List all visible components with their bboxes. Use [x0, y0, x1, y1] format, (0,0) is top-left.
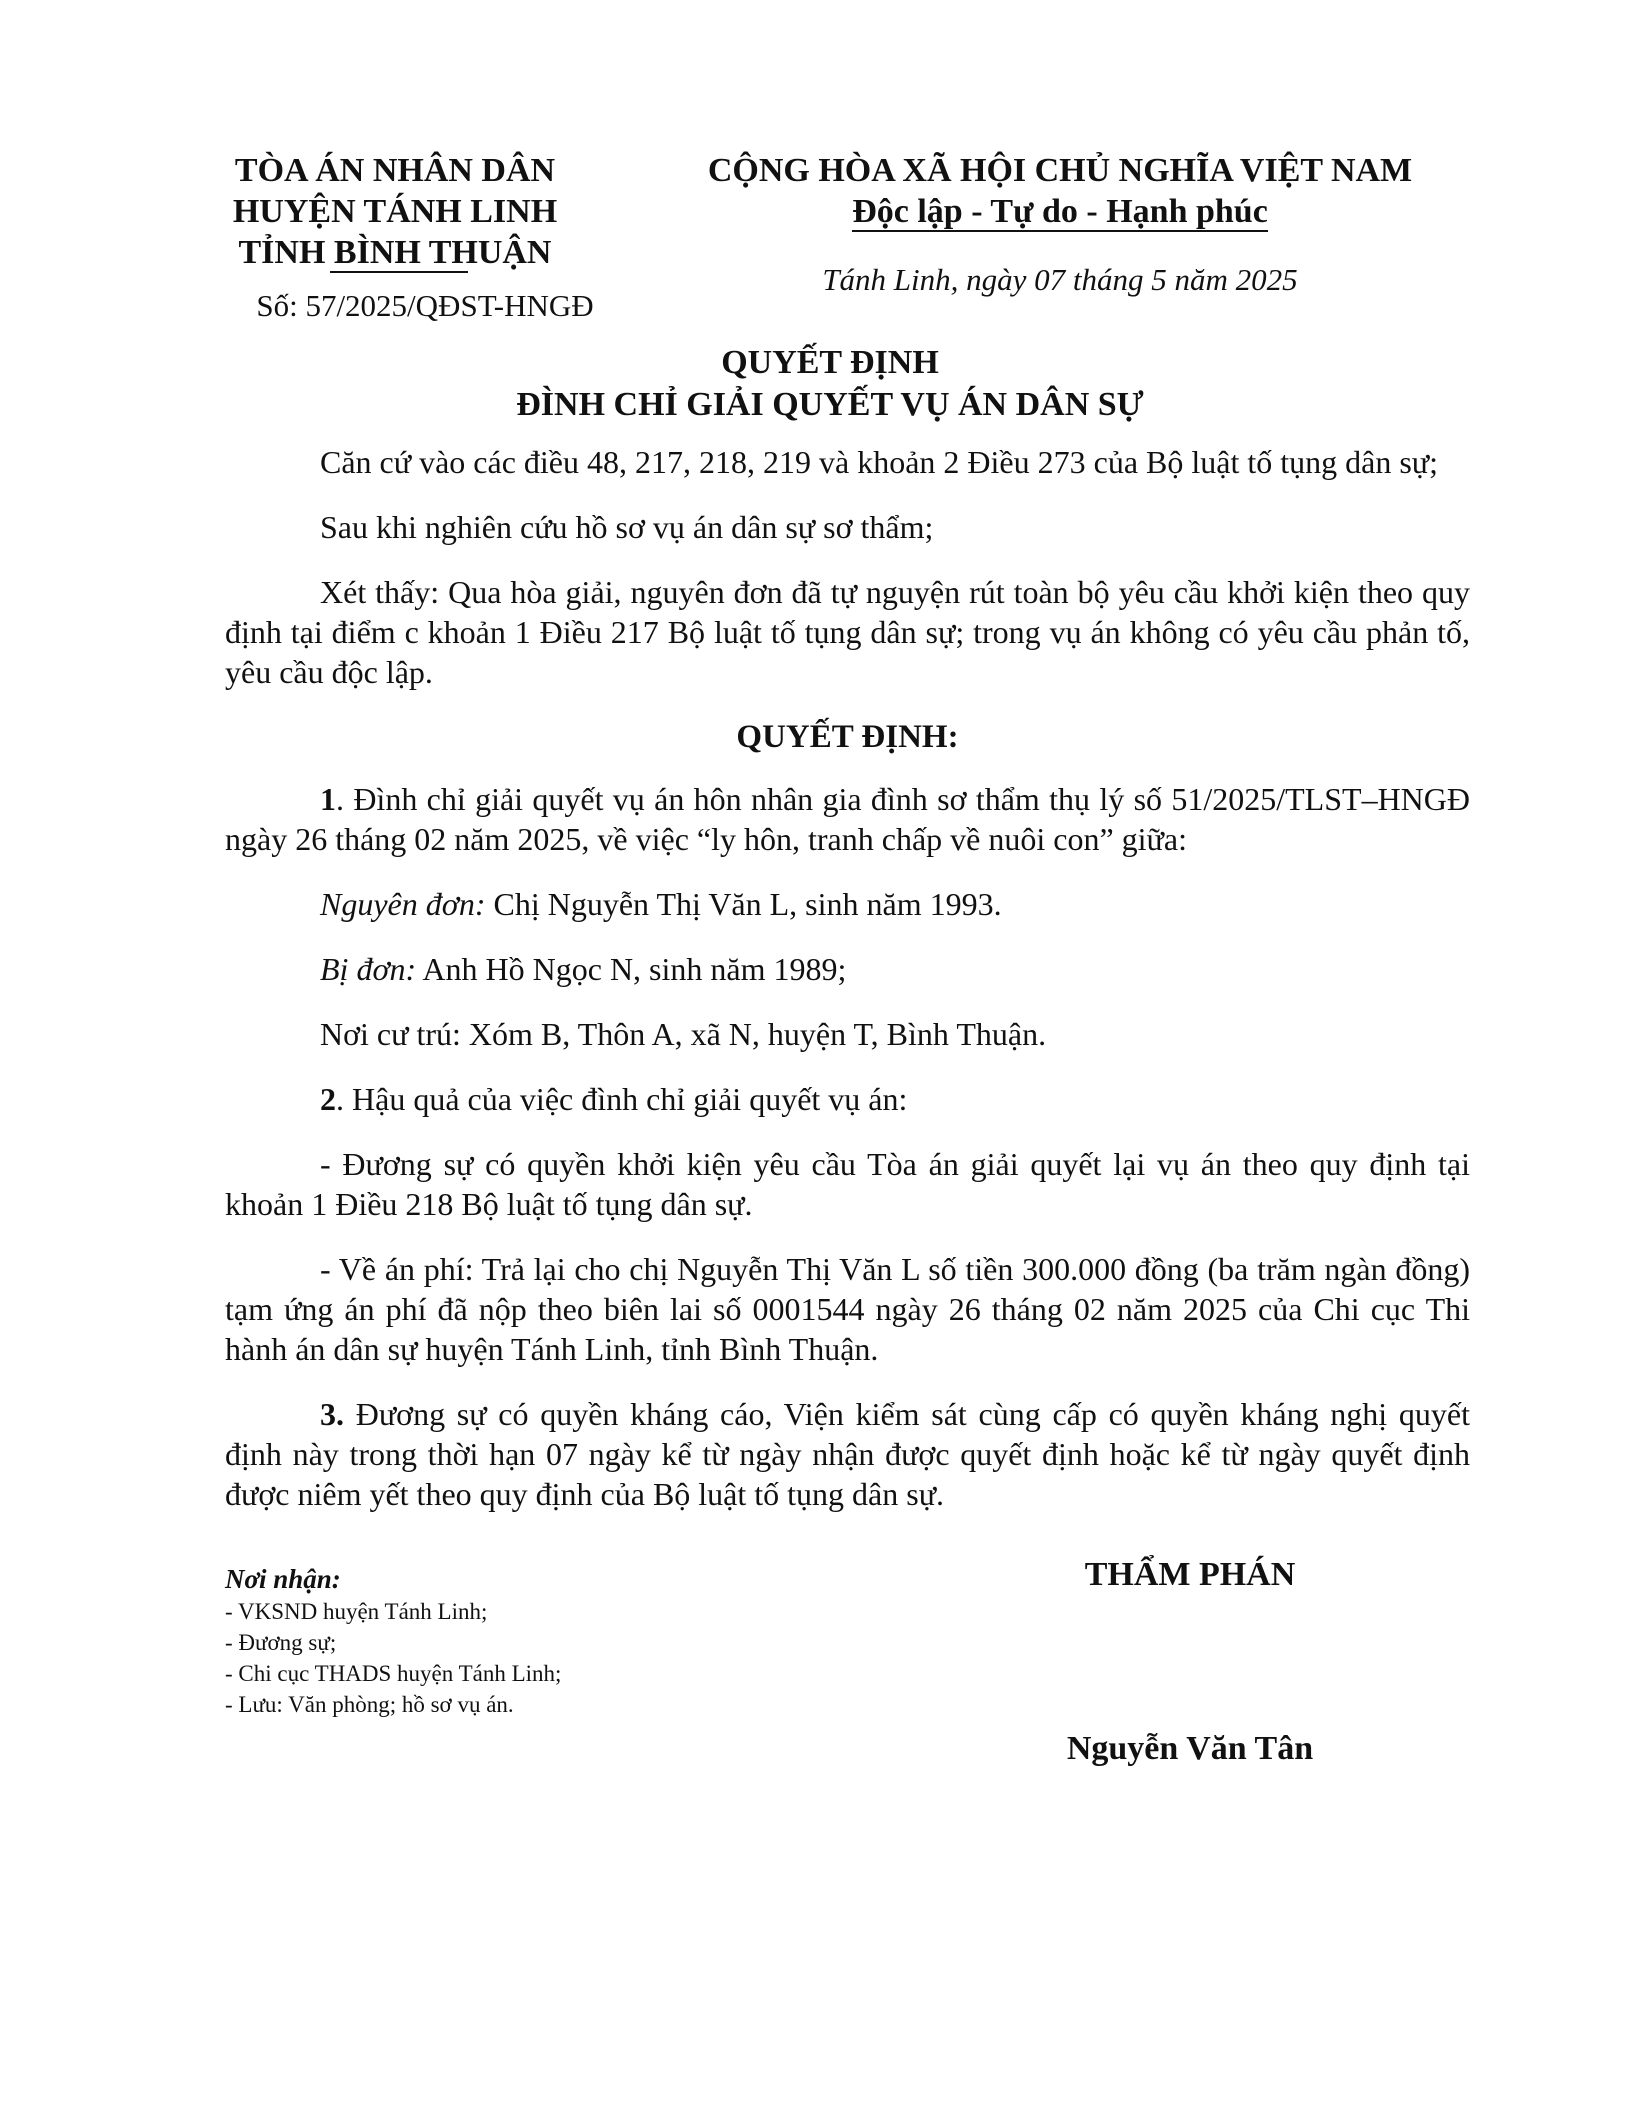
- plaintiff-line: [225, 884, 1470, 924]
- signer-name: Nguyễn Văn Tân: [1066, 1730, 1314, 1767]
- item-2-point-a: - Đương sự có quyền khởi kiện yêu cầu Tòa án giải quyết lại vụ án theo quy định tại khoản 1 Điều 218 Bộ luật tố tụng dân sự.: [225, 1146, 1470, 1222]
- item-2-text: . Hậu quả của việc đình chỉ giải quyết vụ án:: [336, 1081, 908, 1117]
- document-title: [200, 342, 1460, 426]
- item-2-number: 2: [320, 1081, 336, 1117]
- decision-number: Số: 57/2025/QĐST-HNGĐ: [256, 288, 594, 323]
- item-3-number: 3.: [320, 1396, 344, 1432]
- place-date: Tánh Linh, ngày 07 tháng 5 năm 2025: [822, 262, 1298, 297]
- title-line-1: QUYẾT ĐỊNH: [721, 344, 939, 381]
- basis-paragraph-3: Xét thấy: Qua hòa giải, nguyên đơn đã tự nguyện rút toàn bộ yêu cầu khởi kiện theo quy định tại điểm c khoản 1 Điều 217 Bộ luật tố tụng dân sự; trong vụ án không có yêu cầu phản tố, yêu cầu độc lập.: [225, 574, 1470, 690]
- item-1-text: . Đình chỉ giải quyết vụ án hôn nhân gia đình sơ thẩm thụ lý số 51/2025/TLST–HNGĐ ngày 26 tháng 02 năm 2025, về việc “ly hôn, tranh chấp về nuôi con” giữa:: [225, 781, 1470, 857]
- defendant-value: Anh Hồ Ngọc N, sinh năm 1989;: [416, 951, 847, 987]
- recipient-item: - Chi cục THADS huyện Tánh Linh;: [225, 1661, 562, 1686]
- court-name-line-3: TỈNH BÌNH THUẬN: [238, 234, 552, 271]
- document-body: [225, 442, 1470, 1539]
- republic-name: CỘNG HÒA XÃ HỘI CHỦ NGHĨA VIỆT NAM: [707, 152, 1413, 189]
- court-name-underline: [330, 271, 468, 273]
- recipients-heading: Nơi nhận:: [225, 1564, 341, 1594]
- recipients-block: [225, 1562, 785, 1720]
- title-line-2: ĐÌNH CHỈ GIẢI QUYẾT VỤ ÁN DÂN SỰ: [516, 386, 1144, 423]
- national-header: [690, 150, 1430, 232]
- defendant-label: Bị đơn:: [320, 951, 417, 987]
- item-1-number: 1: [320, 781, 336, 817]
- court-name-block: [200, 150, 590, 273]
- plaintiff-label: Nguyên đơn:: [320, 886, 486, 922]
- defendant-line: [225, 949, 1470, 989]
- item-2-point-b: - Về án phí: Trả lại cho chị Nguyễn Thị Văn L số tiền 300.000 đồng (ba trăm ngàn đồng) tạm ứng án phí đã nộp theo biên lai số 0001544 ngày 26 tháng 02 năm 2025 của Chi cục Thi hành án dân sự huyện Tánh Linh, tỉnh Bình Thuận.: [225, 1251, 1470, 1367]
- court-name-line-1: TÒA ÁN NHÂN DÂN: [234, 152, 556, 189]
- decision-item-1: [225, 779, 1470, 859]
- decision-item-3: [225, 1394, 1470, 1514]
- recipient-item: - Lưu: Văn phòng; hồ sơ vụ án.: [225, 1692, 514, 1717]
- decide-heading: QUYẾT ĐỊNH:: [736, 719, 959, 755]
- item-3-text: Đương sự có quyền kháng cáo, Viện kiểm sát cùng cấp có quyền kháng nghị quyết định này trong thời hạn 07 ngày kể từ ngày nhận được quyết định hoặc kể từ ngày quyết định được niêm yết theo quy định của Bộ luật tố tụng dân sự.: [225, 1396, 1470, 1512]
- national-motto: Độc lập - Tự do - Hạnh phúc: [852, 193, 1268, 230]
- decision-item-2: [225, 1079, 1470, 1119]
- residence-line: Nơi cư trú: Xóm B, Thôn A, xã N, huyện T, Bình Thuận.: [320, 1016, 1047, 1052]
- recipient-item: - VKSND huyện Tánh Linh;: [225, 1599, 488, 1624]
- court-name-line-2: HUYỆN TÁNH LINH: [232, 193, 558, 230]
- plaintiff-value: Chị Nguyễn Thị Văn L, sinh năm 1993.: [485, 886, 1002, 922]
- recipient-item: - Đương sự;: [225, 1630, 337, 1655]
- basis-paragraph-1: Căn cứ vào các điều 48, 217, 218, 219 và khoản 2 Điều 273 của Bộ luật tố tụng dân sự;: [320, 444, 1439, 480]
- signer-title: THẨM PHÁN: [1084, 1556, 1296, 1593]
- basis-paragraph-2: Sau khi nghiên cứu hồ sơ vụ án dân sự sơ thẩm;: [320, 509, 934, 545]
